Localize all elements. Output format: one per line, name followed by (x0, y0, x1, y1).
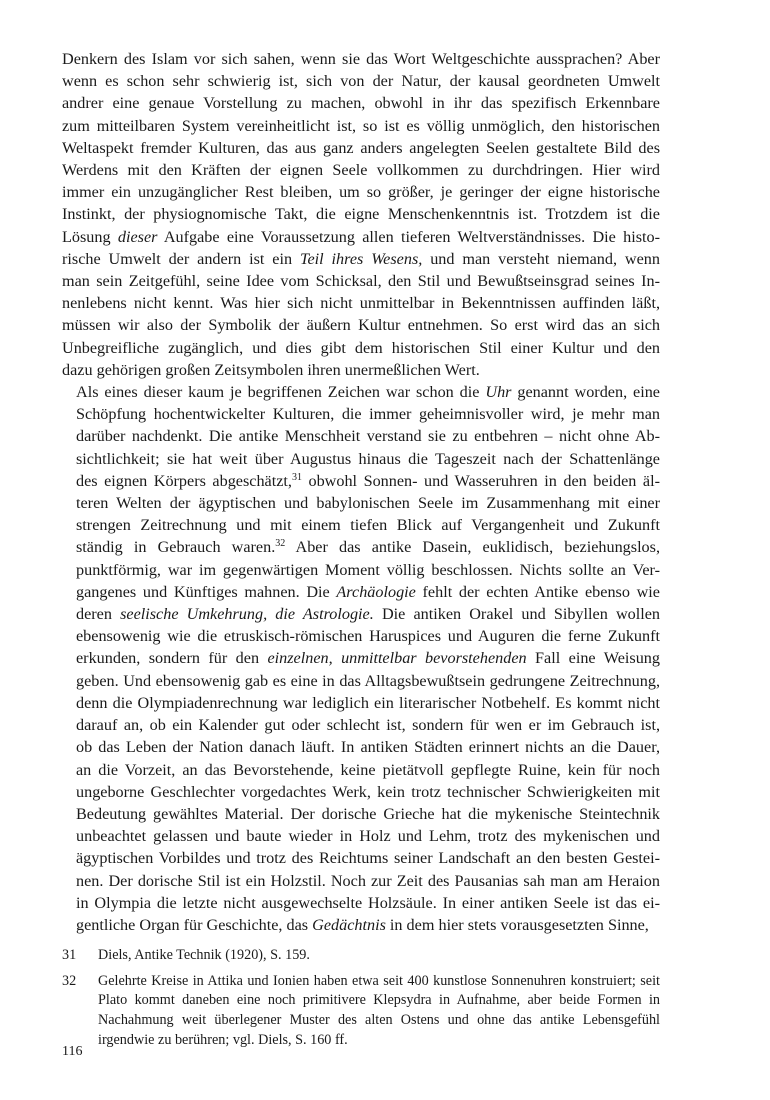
text-run: denn die Olympiadenrechnung war lediglich ein literarischer Notbehelf. Es kommt nicht (76, 693, 660, 712)
text-run: Schöpfung hochentwickelter Kulturen, die immer geheimnisvoller wird, je mehr man (76, 405, 660, 424)
text-run: punktförmig, war im gegenwärtigen Moment völlig beschlossen. Nichts sollte an Ver- (76, 560, 660, 579)
italic-text: Gedächtnis (312, 915, 386, 934)
text-line (62, 559, 660, 581)
text-line (62, 803, 660, 825)
text-run: wenn es schon sehr schwierig ist, sich von der Natur, der kausal geordneten Umwelt (62, 72, 660, 91)
text-run: ägyptischen Vorbildes und trotz des Reichtums seiner Landschaft an den besten Gestei- (76, 849, 660, 868)
text-run: darauf an, ob ein Kalender gut oder schlecht ist, sondern für wen er im Gebrauch ist, (76, 716, 660, 735)
text-run: rische Umwelt der andern ist ein (62, 249, 300, 268)
text-run: gentliche Organ für Geschichte, das (76, 915, 313, 934)
text-run: Aber das antike Dasein, euklidisch, beziehungslos, (285, 538, 661, 557)
text-run: zum mitteilbaren System vereinheitlicht ist, so ist es völlig unmöglich, den historischen (62, 116, 660, 135)
text-line (62, 781, 660, 803)
page (62, 48, 660, 1056)
text-line (62, 870, 660, 892)
text-line (62, 70, 660, 92)
text-run: an die Vorzeit, an das Bevorstehende, keine pietätvoll gepflegte Ruine, kein für noch (76, 760, 660, 779)
text-line (62, 359, 660, 381)
text-run: fehlt der echten Antike ebenso wie (415, 582, 660, 601)
text-run: Instinkt, der physiognomische Takt, die eigne Menschenkenntnis ist. Trotzdem ist die (62, 205, 660, 224)
text-run: deren (76, 605, 121, 624)
text-run: in dem hier stets vorausgesetzten Sinne, (385, 915, 649, 934)
text-line (62, 270, 660, 292)
text-run: Bedeutung gewähltes Material. Der dorische Grieche hat die mykenische Steintechnik (76, 804, 660, 823)
text-line (62, 203, 660, 225)
footnote-ref: 31 (291, 471, 302, 483)
text-run: genannt worden, eine (511, 383, 660, 402)
text-run: Fall eine Weisung (526, 649, 660, 668)
text-line (62, 115, 660, 137)
text-line (62, 670, 660, 692)
text-run: teren Welten der ägyptischen und babylonischen Seele im Zusammenhang mit einer (76, 494, 660, 513)
text-run: müssen wir also der Symbolik der äußern Kultur entnehmen. So erst wird das an sich (62, 316, 660, 335)
page-number: 116 (62, 1044, 83, 1059)
text-line (62, 292, 660, 314)
text-run: geben. Und ebensowenig gab es eine in das Alltagsbewußtsein gedrungene Zeitrechnung, (76, 671, 660, 690)
footnote (62, 972, 660, 1050)
text-line (62, 159, 660, 181)
text-line (62, 448, 660, 470)
text-run: strengen Zeitrechnung und mit einem tiefen Blick auf Vergangenheit und Zukunft (76, 516, 660, 535)
footnote-number: 32 (62, 972, 77, 989)
text-run: ständig in Gebrauch waren. (76, 538, 276, 557)
text-run: sichtlichkeit; sie hat weit über Augustus hinaus die Tageszeit nach der Schattenlänge (76, 449, 660, 468)
italic-text: Teil ihres Wesens, (299, 249, 423, 268)
text-line (62, 603, 660, 625)
text-line (62, 226, 660, 248)
text-line (62, 714, 660, 736)
text-run: unbeachtet gelassen und baute wieder in Holz und Lehm, trotz des mykenischen und (76, 827, 660, 846)
text-line (62, 92, 660, 114)
text-line (62, 625, 660, 647)
text-run: ob das Leben der Nation danach läuft. In antiken Städten erinnert nichts an die Dauer, (76, 738, 660, 757)
text-line (62, 425, 660, 447)
text-run: erkunden, sondern für den (76, 649, 268, 668)
text-line (62, 914, 660, 936)
text-run: man sein Zeitgefühl, seine Idee vom Schicksal, den Stil und Bewußtseinsgrad seines In- (62, 272, 660, 291)
text-line (62, 892, 660, 914)
text-line (62, 181, 660, 203)
text-line (62, 470, 660, 492)
text-line (62, 248, 660, 270)
text-run: Die antiken Orakel und Sibyllen wollen (373, 605, 660, 624)
italic-text: seelische Umkehrung, die Astrologie. (120, 605, 374, 624)
italic-text: einzelnen, unmittelbar bevorstehenden (267, 649, 527, 668)
main-text (62, 48, 660, 936)
text-line (62, 692, 660, 714)
text-run: Als eines dieser kaum je begriffenen Zeichen war schon die (76, 383, 486, 402)
italic-text: Archäologie (336, 582, 416, 601)
text-line (62, 825, 660, 847)
text-run: und man versteht niemand, wenn (422, 249, 660, 268)
footnote (62, 946, 660, 966)
text-line (62, 647, 660, 669)
footnote-text: Diels, Antike Technik (1920), S. 159. (98, 947, 310, 964)
text-run: Unbegreifliche zugänglich, und dies gibt dem historischen Stil einer Kultur und den (62, 338, 660, 357)
text-line (62, 337, 660, 359)
text-run: gangenes und Künftiges mahnen. Die (76, 582, 337, 601)
paragraph (62, 48, 660, 381)
footnote-text: Gelehrte Kreise in Attika und Ionien haben etwa seit 400 kunstlose Sonnenuhren konstruiert; seit Plato kommt daneben eine noch primitivere Klepsydra in Aufnahme, aber beide Formen in Nachahmung weit überlegener Muster des alten Ostens und ohne das antike Lebensgefühl irgendwie zu berühren; vgl. Diels, S. 160 ff. (98, 972, 660, 1048)
text-line (62, 536, 660, 558)
text-run: andrer eine genaue Vorstellung zu machen, obwohl in ihr das spezifisch Erkennbare (62, 94, 660, 113)
text-run: dazu gehörigen großen Zeitsymbolen ihren unermeßlichen Wert. (62, 360, 480, 379)
text-run: Werdens mit den Kräften der eignen Seele vollkommen zu durchdringen. Hier wird (62, 161, 660, 180)
text-line (62, 314, 660, 336)
text-line (62, 514, 660, 536)
text-run: in Olympia die letzte nicht ausgewechselte Holzsäule. In einer antiken Seele ist das ei- (76, 893, 660, 912)
text-run: nenlebens nicht kennt. Was hier sich nicht unmittelbar in Bekenntnissen auffinden läßt, (62, 294, 660, 313)
footnote-ref: 32 (275, 538, 286, 550)
text-line (62, 403, 660, 425)
text-line (62, 581, 660, 603)
text-run: immer ein unzugänglicher Rest bleiben, um so größer, je geringer der eigne historische (62, 183, 660, 202)
text-line (62, 48, 660, 70)
text-line (62, 847, 660, 869)
text-line (62, 492, 660, 514)
text-run: nen. Der dorische Stil ist ein Holzstil. Noch zur Zeit des Pausanias sah man am Heraion (76, 871, 660, 890)
text-run: ungeborne Geschlechter vorgedachtes Werk, kein trotz technischer Schwierigkeiten mit (76, 782, 660, 801)
text-run: obwohl Sonnen- und Wasseruhren in den beiden äl- (301, 471, 660, 490)
text-run: Aufgabe eine Voraussetzung allen tieferen Weltverständnisses. Die histo- (157, 227, 660, 246)
footnotes (62, 946, 660, 1050)
text-line (62, 736, 660, 758)
text-line (62, 759, 660, 781)
text-line (62, 381, 660, 403)
text-run: Lösung (62, 227, 118, 246)
text-run: des eignen Körpers abgeschätzt, (76, 471, 292, 490)
footnote-number: 31 (62, 947, 77, 964)
text-run: Denkern des Islam vor sich sahen, wenn sie das Wort Weltgeschichte aussprachen? Aber (62, 50, 660, 68)
italic-text: dieser (117, 227, 158, 246)
italic-text: Uhr (485, 383, 512, 402)
paragraph (62, 381, 660, 936)
text-run: ebensowenig wie die etruskisch-römischen Haruspices und Auguren die ferne Zukunft (76, 627, 660, 646)
text-line (62, 137, 660, 159)
text-run: darüber nachdenkt. Die antike Menschheit verstand sie zu entbehren – nicht ohne Ab- (76, 427, 660, 446)
text-run: Weltaspekt fremder Kulturen, das aus ganz anders angelegten Seelen gestaltete Bild des (62, 138, 660, 157)
